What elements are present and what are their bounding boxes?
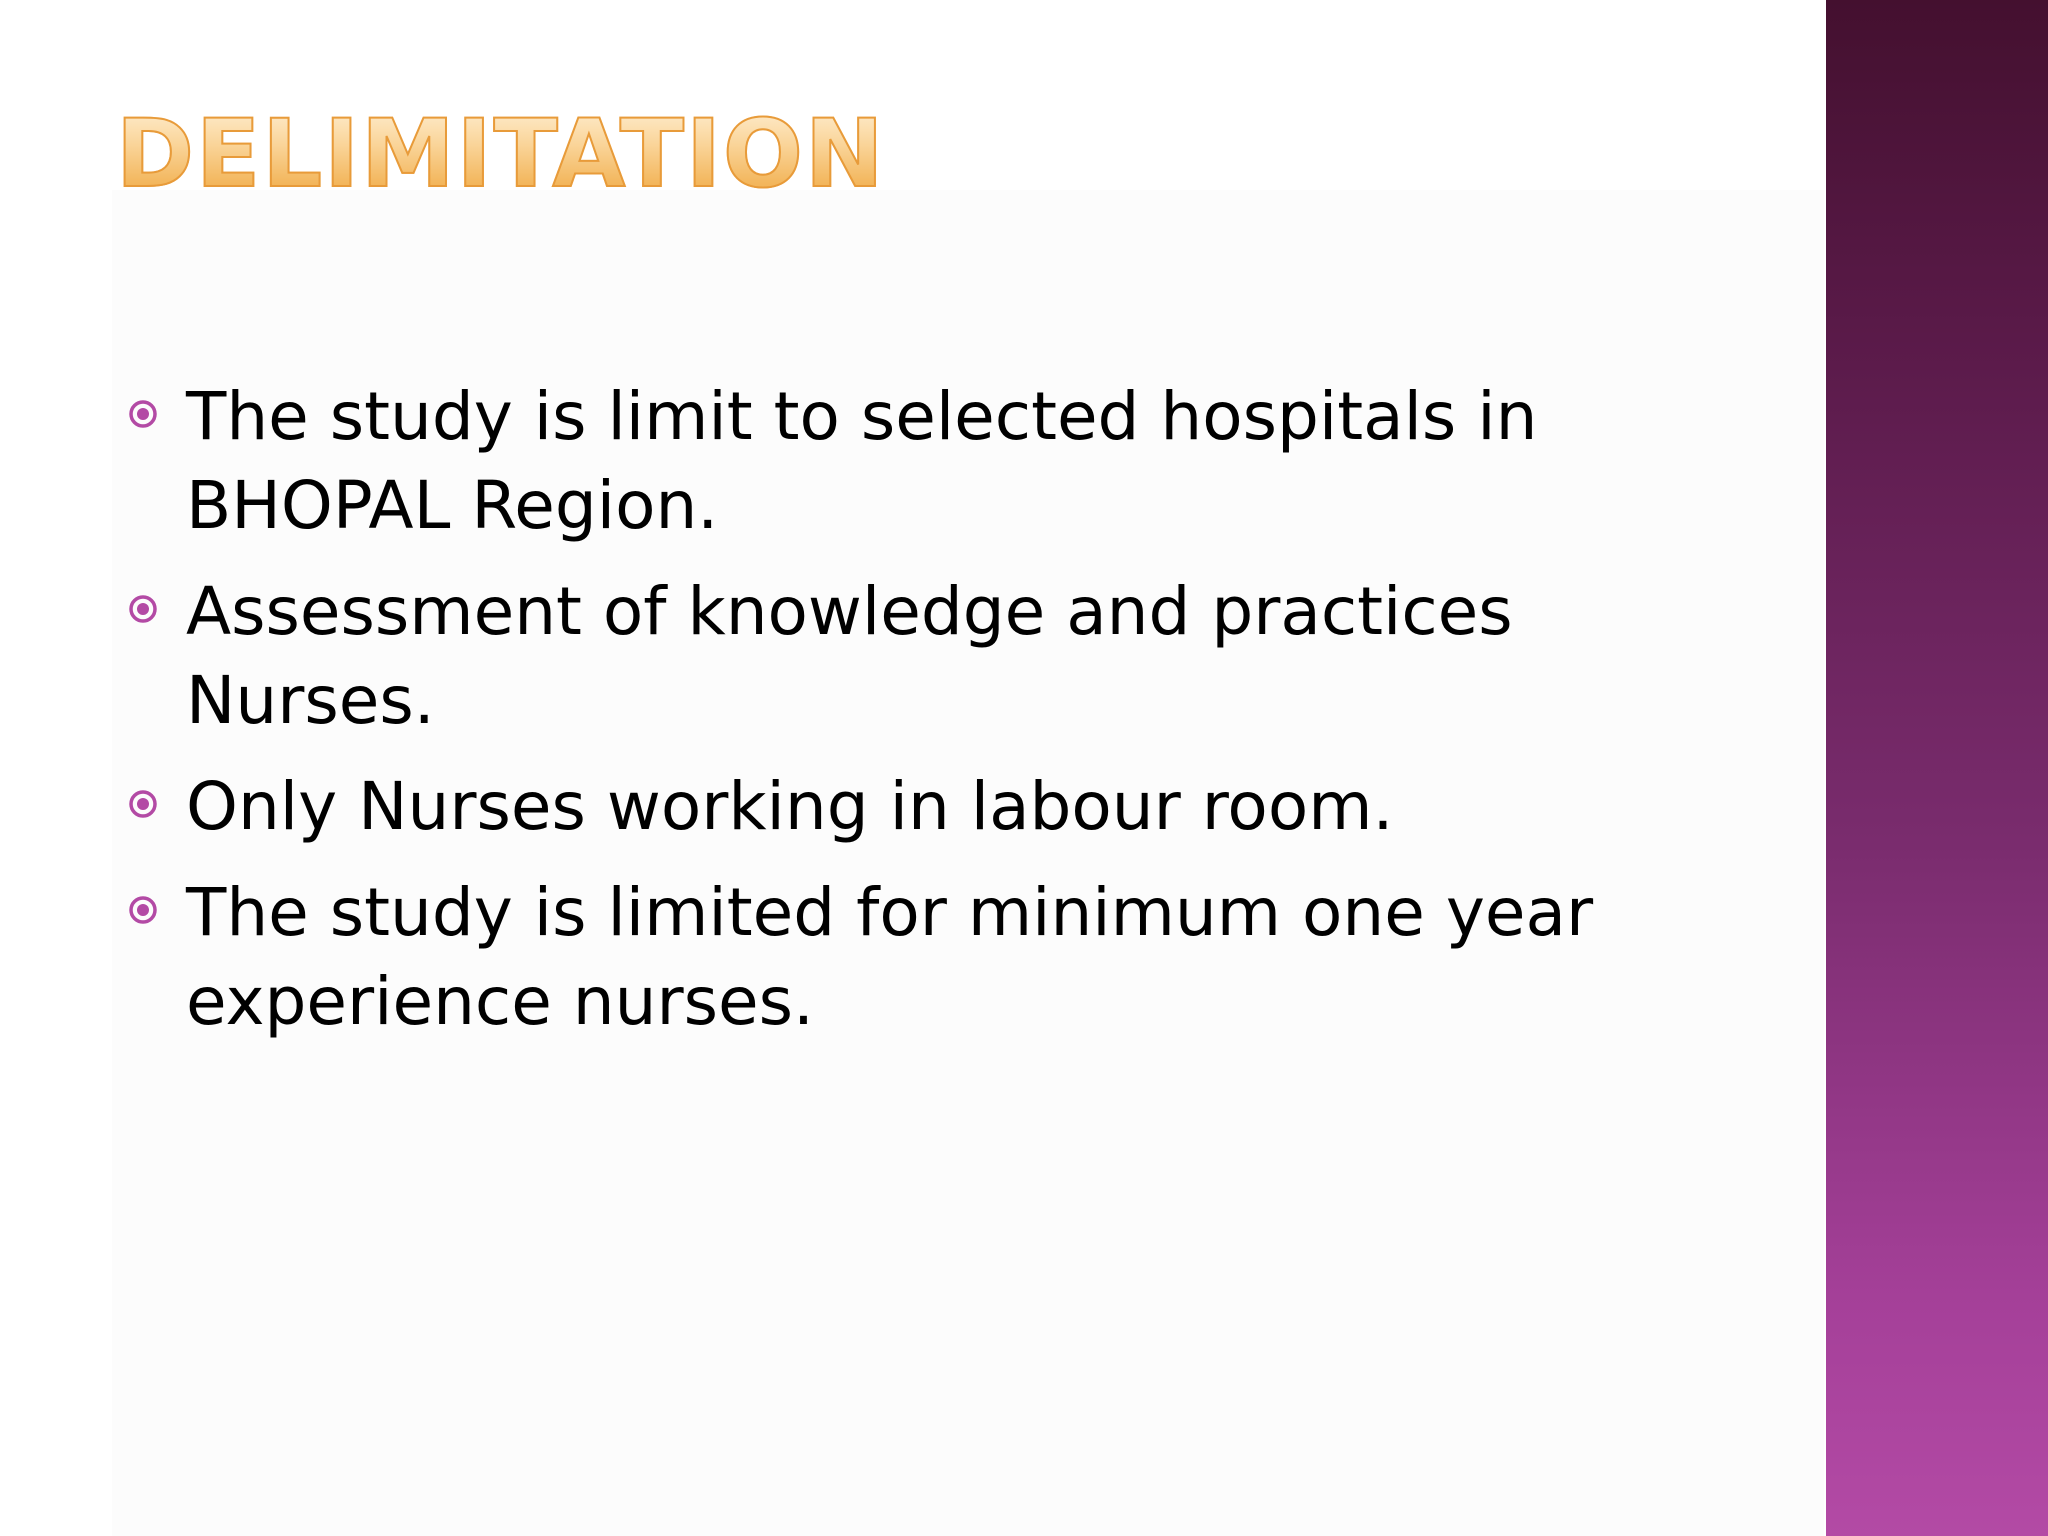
circled-dot-bullet-icon [128, 594, 158, 624]
bullet-text: Assessment of knowledge and practices Nurses. [186, 573, 1513, 739]
circled-dot-bullet-icon [128, 895, 158, 925]
decorative-side-bar [1826, 0, 2048, 1536]
bullet-item [124, 762, 1704, 851]
circled-dot-bullet-icon [128, 789, 158, 819]
bullet-list [124, 372, 1704, 1063]
bullet-text: Only Nurses working in labour room. [186, 768, 1394, 845]
bullet-text: The study is limited for minimum one year experience nurses. [186, 874, 1594, 1040]
slide-title: DELIMITATION [116, 100, 886, 209]
circled-dot-bullet-icon [128, 399, 158, 429]
bullet-item [124, 372, 1704, 550]
bullet-item [124, 868, 1704, 1046]
bullet-text: The study is limit to selected hospitals in BHOPAL Region. [186, 378, 1538, 544]
bullet-item [124, 567, 1704, 745]
